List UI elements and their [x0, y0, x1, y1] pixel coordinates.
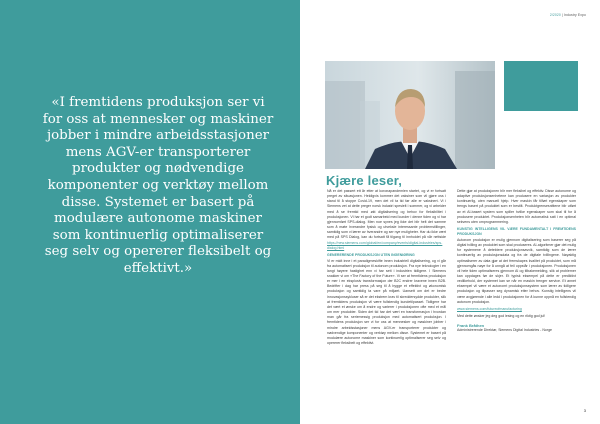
author-photo — [325, 61, 495, 169]
section-heading: KUNSTIG INTELLIGENS VIL VÆRE FUNDAMENTALT I FREMTIDENS PRODUKSJON — [457, 227, 576, 237]
accent-block — [504, 61, 578, 111]
page-number: 3 — [583, 408, 586, 413]
body-paragraph: Dette gjør at produksjonen blir mer fleksibel og effektiv. Disse autonome og adaptive produksjonsenhetene kan produsere en variasjon av produkter kontinuerlig, uten manuell hjelp. Hver maskin får tilført egenskaper som trengs basert på produktet som er bestilt. Produktgrensesnittene blir utført av et AI-basert system som spiller hvilke egenskaper som skal til for å produsere produktet. Produksjonsenheten blir automatisk satt i en optimal sekvens uten omprogrammering. — [457, 189, 576, 224]
sps-dialog-link[interactable]: https://new.siemens.com/global/en/company/events/digital-industries/sps-dialog.html — [327, 240, 443, 250]
issue-header — [550, 13, 586, 17]
author-photo-image — [325, 61, 495, 169]
text-column-right — [457, 189, 576, 334]
body-paragraph: Vi er midt inne i et paradigmeskifte innen industriell digitalisering, og vi går fra automatisert produksjon til autonom produksjon. Fra nye teknologier i en langt høyere hastighet enn vi har sett i industrien tidligere. I Siemens snakker vi om «The Factory of the Future». Vi ser at fremtidens produksjon er mer i en eksplosiv transformasjon der B2C endrer kravene innen B2B. Bedrifter i dag har press på seg til å bygge et effektivt og økonomisk produksjon og samtidig ta vare på miljøet. Uansett om det er bedre innovasjonssykluser så er det ekstrem krav til skreddersydde produkter, slik at fremtidens produksjon vil være fullstendig kundetilpasset. Tidligere har det vært et ønske om å endre og varierer i produksjonen ofte med et mål om mer produkter. Siden det tid har det vært en transformasjon i hvordan man går fra seriemessig produksjon med automatisert produksjon. I fremtidens produksjon ser vi for oss at mennesker og maskiner jobber i mindre arbeidsstasjoner mens AGV-er transporterer produkter og nødvendige komponenter og verktøy mellom disse. Systemet er basert på modulære autonome maskiner som kontinuerlig optimaliserer seg selv og opererer fleksibelt og effektivt. — [327, 258, 446, 346]
signature-name: Frank Bråthen — [457, 323, 485, 329]
magazine-name: Industry Expo — [563, 13, 586, 17]
body-paragraph: Autonom produksjon er mulig gjennom digitalisering som baserer seg på digital tvilling av produktet som skal produseres. AI-algoritmer gjør det mulig for systemene å detektere produksjonsavvik, samtidig som de lærer kontinuerlig av produksjonsdata og fra de digitale tvillingene. Nøyaktig optimaliserer av data gjør at det fremskapes kvalitet på produktet, som må gjennomgås nøye for å unngå at feil oppstår i produksjonen. Produksjonen vil hele tiden optimaliseres gjennom AI og tilbakemelding, slik at problemer kan oppdages før de skjer. Et typisk eksempel på dette er prediktivt vedlikehold, der systemet kan se når en maskin trenger service. Et annet eksempel vil være et autonomt produksjonssystem som lærer av tidligere produksjon og tilpasser seg dynamisk etter behov. Kunstig intelligens vil være avgjørende i alle ledd i produksjonen for å kunne oppnå en fullstendig autonom produksjon. — [457, 237, 576, 304]
body-text: Nå er det passert ett år etter at koronapandemien startet, og vi er fortsatt preget av situasjonen. Heldigvis kommer det vaksiner som vil gjøre oss i stand til å stoppe Covid-19, men det vil ta tid før alle er vaksinert. Vi i Siemens vet at dette preger norsk industri spesielt i sommer, og vi arbeider med å se fremtid med økt digitalisering og behov for fleksibilitet i produksjonen. Vi har et godt samarbeid med kunder i denne tiden og vi har gjennomført SPS-dialog. Men noe synes jeg ikke det blir helt det samme som å møte hverandre fysisk og utveksle interessante problemstillinger, samtidig som vi lærer av hverandre og ser nye muligheter. Har du ikke vært med på SPS Dialog, kan du fortsatt få tilgang til innholdet på vår nettside — [327, 189, 446, 240]
header-separator: | — [560, 13, 564, 17]
page-title: Kjære leser, — [326, 173, 403, 188]
section-heading: GENERERENDE PRODUKSJON UTEN INGENIØRING — [327, 252, 415, 257]
siemens-link[interactable]: www.siemens.com/futureofmanufacturing — [457, 306, 522, 311]
pull-quote: «I fremtidens produksjon ser vi for oss at mennesker og maskiner jobber i mindre arbeidsstasjoner mens AGV-er transporterer produkter og nødvendige komponenter og verktøy mellom disse. Systemet er basert på modulære autonome maskiner som kontinuerlig optimaliserer seg selv og opererer fleksibelt og effektivt.» — [42, 95, 274, 276]
body-paragraph — [327, 189, 446, 251]
editorial-page — [300, 0, 600, 424]
issue-number: 2/2020 — [549, 13, 561, 17]
closing-line: Med dette ønsker jeg deg god lesing og en riktig god jul! — [457, 314, 546, 319]
signature-title: Administrerende Direktør, Siemens Digital Industries - Norge — [457, 328, 553, 333]
text-column-left — [327, 189, 446, 348]
